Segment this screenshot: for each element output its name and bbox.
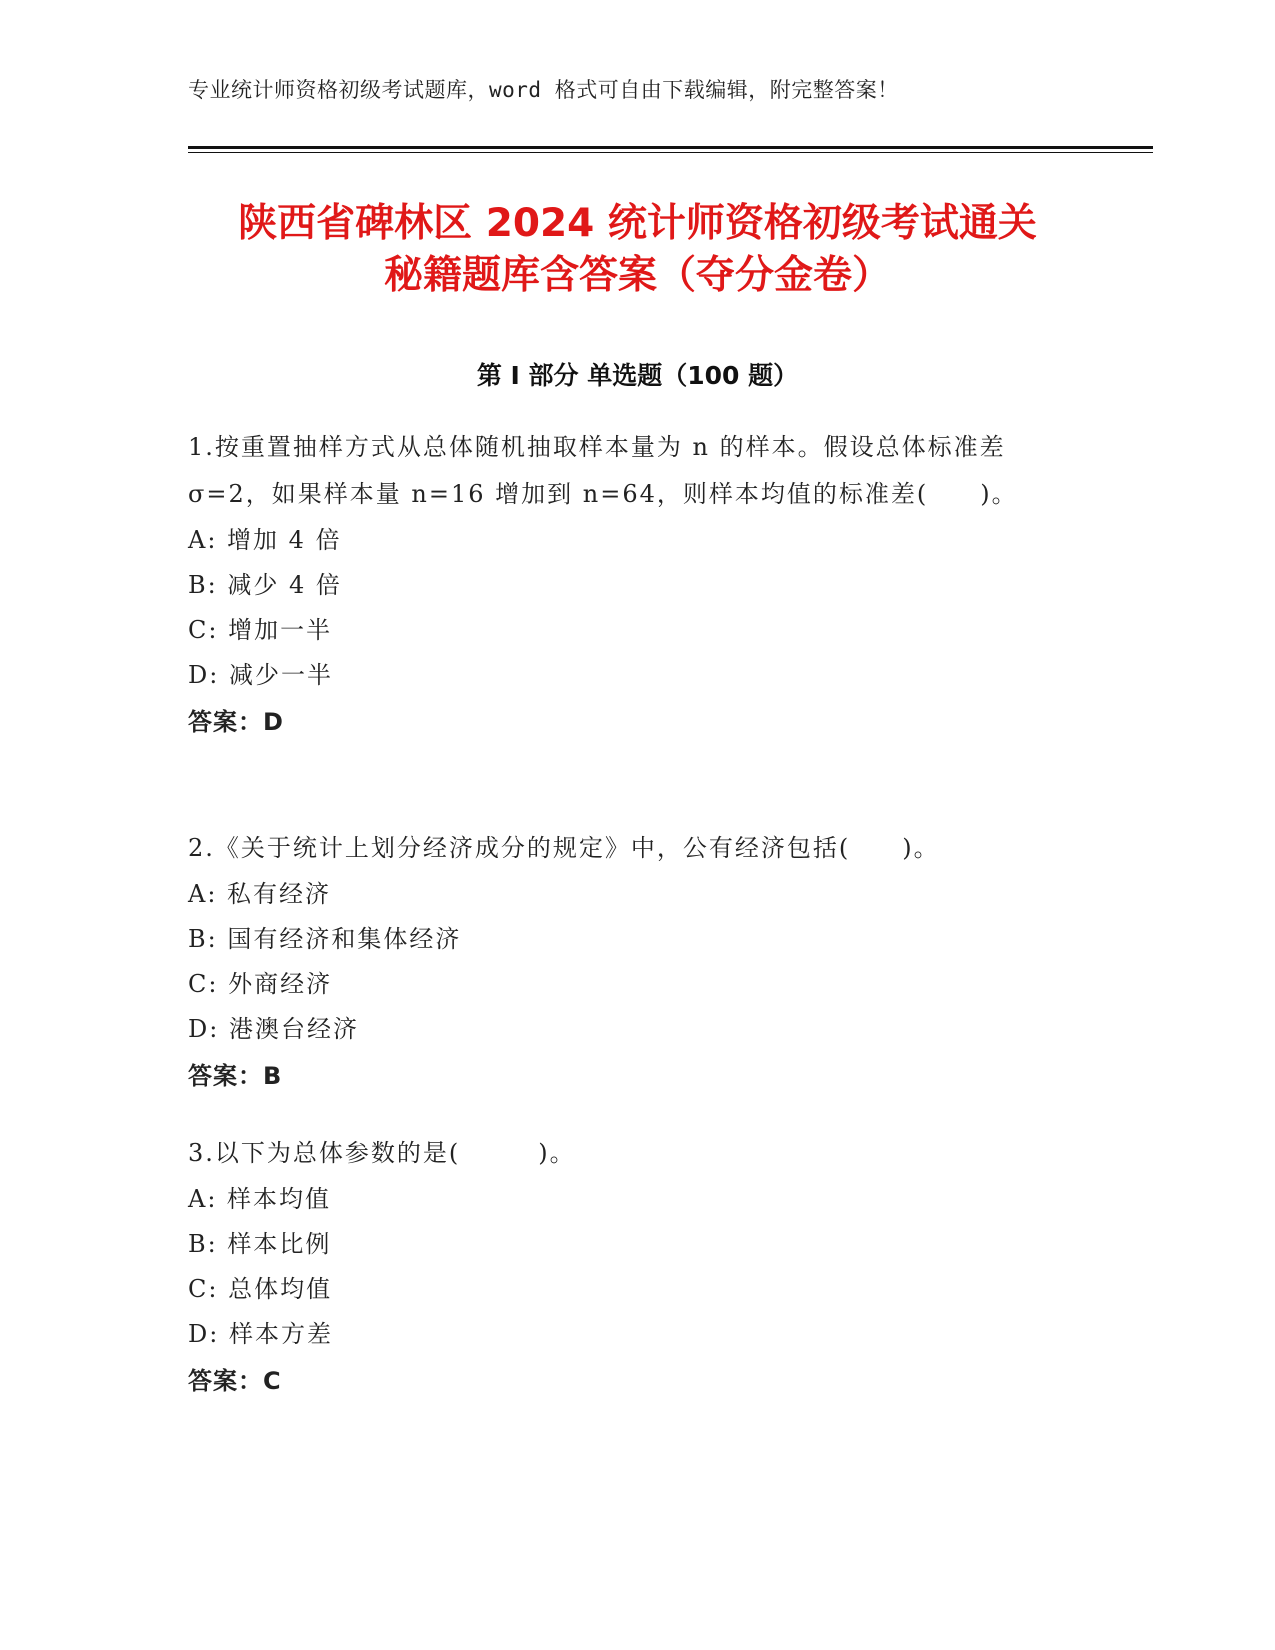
title-line-1: 陕西省碑林区 2024 统计师资格初级考试通关 [238, 201, 1037, 246]
option-a: A: 增加 4 倍 [188, 526, 342, 554]
option-c: C: 增加一半 [188, 616, 333, 644]
header-note: 专业统计师资格初级考试题库，word 格式可自由下载编辑，附完整答案！ [188, 78, 899, 102]
option-d: D: 样本方差 [188, 1320, 333, 1348]
option-d: D: 减少一半 [188, 661, 333, 689]
header-divider [188, 146, 1153, 149]
option-b: B: 样本比例 [188, 1230, 332, 1258]
option-c: C: 总体均值 [188, 1275, 333, 1303]
header-divider-thin [188, 152, 1153, 153]
option-a: A: 样本均值 [188, 1185, 332, 1213]
question-stem: 2.《关于统计上划分经济成分的规定》中，公有经济包括( )。 [188, 834, 940, 862]
answer: 答案：C [188, 1367, 282, 1395]
title-line-2: 秘籍题库含答案（夺分金卷） [383, 253, 891, 298]
document-title [150, 198, 1125, 302]
question-2 [188, 825, 1068, 1100]
option-a: A: 私有经济 [188, 880, 332, 908]
question-stem: 3.以下为总体参数的是( )。 [188, 1139, 576, 1167]
answer: 答案：B [188, 1062, 283, 1090]
option-b: B: 国有经济和集体经济 [188, 925, 462, 953]
option-c: C: 外商经济 [188, 970, 333, 998]
option-d: D: 港澳台经济 [188, 1015, 359, 1043]
question-1 [188, 424, 1068, 746]
question-stem: 1.按重置抽样方式从总体随机抽取样本量为 n 的样本。假设总体标准差 σ=2，如果样本量 n=16 增加到 n=64，则样本均值的标准差( )。 [188, 433, 1018, 508]
option-b: B: 减少 4 倍 [188, 571, 342, 599]
answer: 答案：D [188, 708, 284, 736]
question-3 [188, 1130, 1068, 1405]
section-title: 第 I 部分 单选题（100 题） [476, 361, 799, 390]
